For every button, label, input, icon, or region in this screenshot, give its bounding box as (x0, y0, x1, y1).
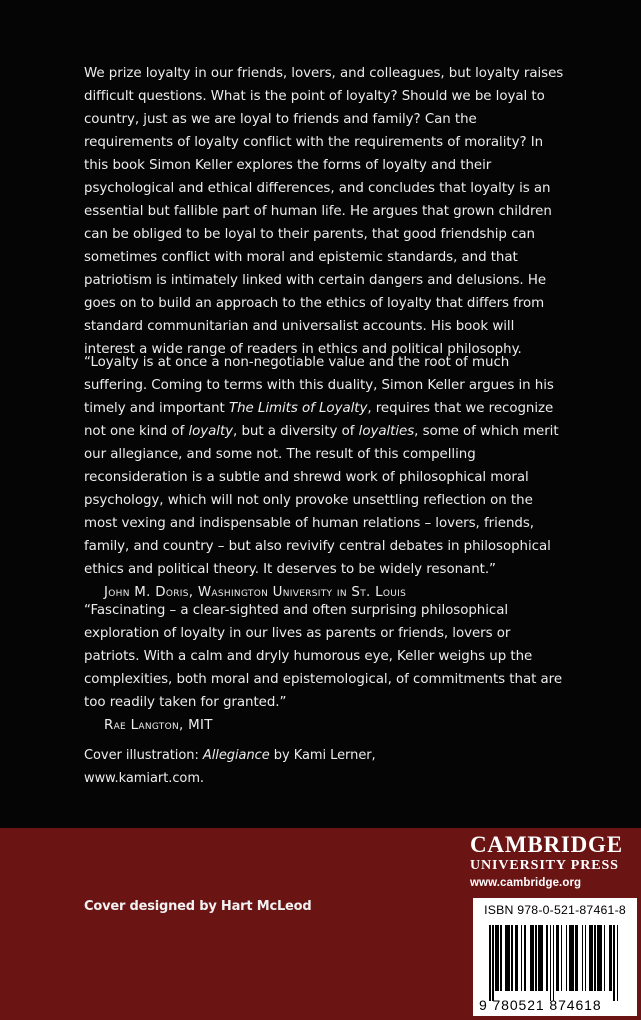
quote-text: , some of which merit our allegiance, and some not. The result of this compelling reconsideration is a subtle and shrewd work of philosophical moral psychology, which will not only provoke unsettling reflection on the most vexing and indispensable of human relations – lovers, friends, family, and country – but also revivify central debates in philosophical ethics and political theory. It deserves to be widely resonant.” (84, 424, 559, 577)
barcode-bar (609, 925, 612, 991)
barcode-bar (500, 925, 502, 991)
barcode-bar (582, 925, 584, 991)
barcode-bar (561, 925, 563, 991)
review-quote-langton (84, 599, 564, 737)
book-blurb: We prize loyalty in our friends, lovers, and colleagues, but loyalty raises difficult questions. What is the point of loyalty? Should we be loyal to country, just as we are loyal to friends and family? Can the requirements of loyalty conflict with the requirements of morality? In this book Simon Keller explores the forms of loyalty and their psychological and ethical differences, and concludes that loyalty is an essential but fallible part of human life. He argues that grown children can be obliged to be loyal to their parents, that good friendship can sometimes conflict with moral and epistemic standards, and that patriotism is intimately linked with certain dangers and delusions. He goes on to build an approach to the ethics of loyalty that differs from standard communitarian and universalist accounts. His book will interest a wide range of readers in ethics and political philosophy. (84, 66, 564, 357)
barcode-bar (505, 925, 510, 991)
emphasis-word: loyalties (358, 424, 415, 439)
barcode-bar (524, 925, 526, 991)
isbn-barcode (473, 898, 637, 1016)
quote-text: “Fascinating – a clear-sighted and often surprising philosophical exploration of loyalty in our lives as parents or friends, lovers or patriots. With a calm and dryly humorous eye, Keller weighs up the complexities, both moral and epistemological, of commitments that are too readily taken for granted.” (84, 603, 563, 710)
barcode-bar (575, 925, 578, 991)
barcode-bar (585, 925, 587, 991)
barcode-bar (550, 925, 552, 1001)
barcode-bars (489, 925, 631, 991)
barcode-bar (515, 925, 518, 991)
quote-text: “Loyalty is at once a non-negotiable value and the root of much suffering. Coming to terms with this duality, Simon Keller argues in his timely and important (84, 355, 554, 416)
barcode-digits: 9 780521 874618 (479, 997, 602, 1013)
barcode-bar (492, 925, 494, 1001)
quote-attribution: John M. Doris, Washington University in St. Louis (104, 585, 407, 600)
barcode-bar (489, 925, 491, 1001)
publisher-logo (470, 833, 640, 889)
artwork-title: Allegiance (202, 748, 270, 763)
book-title: The Limits of Loyalty (228, 401, 368, 416)
publisher-url: www.cambridge.org (470, 877, 582, 889)
barcode-bar (556, 925, 559, 991)
artist-name: by Kami Lerner, (269, 748, 376, 763)
cover-illustration-credit (84, 744, 564, 790)
barcode-bar (594, 925, 596, 991)
publisher-name: CAMBRIDGE (470, 832, 623, 857)
emphasis-word: loyalty (188, 424, 234, 439)
quote-text: , but a diversity of (233, 424, 359, 439)
barcode-bar (546, 925, 548, 991)
publisher-subtitle: UNIVERSITY PRESS (470, 858, 619, 873)
isbn-number: ISBN 978-0-521-87461-8 (484, 903, 626, 917)
barcode-bar (538, 925, 543, 991)
barcode-bar (597, 925, 602, 991)
credit-prefix: Cover illustration: (84, 748, 203, 763)
barcode-bar (553, 925, 555, 1001)
barcode-bar (495, 925, 498, 991)
barcode-bar (589, 925, 592, 991)
barcode-bar (535, 925, 537, 991)
quote-attribution: Rae Langton, MIT (104, 718, 213, 733)
barcode-bar (566, 925, 568, 991)
barcode-bar (613, 925, 615, 1001)
cover-designer-credit: Cover designed by Hart McLeod (84, 899, 312, 914)
barcode-bar (569, 925, 574, 991)
artist-url: www.kamiart.com. (84, 771, 205, 786)
barcode-bar (604, 925, 606, 991)
quote-text: , requires that we recognize not one kind of (84, 401, 554, 439)
barcode-bar (521, 925, 523, 991)
barcode-bar (617, 925, 619, 1001)
barcode-bar (530, 925, 533, 991)
review-quote-doris (84, 351, 564, 604)
barcode-bar (511, 925, 513, 991)
